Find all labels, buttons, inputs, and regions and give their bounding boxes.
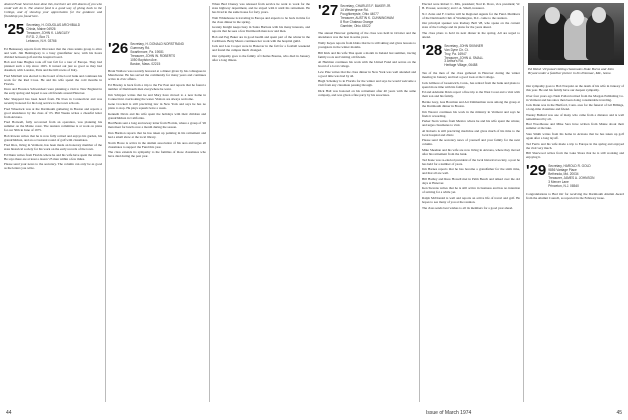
news-paragraph: Granny Knight keeps busy in Santa Barbara with his many interests, and reports that he sees a few Dartmouth men now and then. bbox=[212, 25, 310, 34]
news-paragraph: Ted Ferris and his wife made a trip to Europe in the spring and enjoyed the visit very much. bbox=[526, 141, 624, 150]
news-paragraph: Over four years ago Nash Pollard retired from the Morgan Publishing Co. in Vermont and has since then been doing considerable traveling. bbox=[526, 93, 624, 102]
news-paragraph: Ten of the men of the class gathered in Hanover during the winter meeting in January and had a good look at the College. bbox=[422, 71, 520, 80]
news-paragraph: Ed Dunn writes from Florida where he and his wife have spent the winter. He says there are at least a dozen '25 men within a few miles. bbox=[4, 152, 102, 161]
class-officers: Secretary, JOHN SKINNER Van Dyne Cir. Ct. Troy, Pa. 16947 Treasurer, JOHN A. SMALL 3 Arthur's Rd. Heritage Village, 06488 bbox=[444, 43, 484, 68]
news-paragraph: Bill Sherwood writes from the Lake Shore that he is still working and enjoying it. bbox=[526, 151, 624, 160]
news-paragraph: Fred Wheelock was at the Dartmouth gathering in Boston and reports a good attendance by the class of '25. Phil Weeks writes a cheerful letter from Arizona. bbox=[4, 106, 102, 119]
class-number: '27 bbox=[318, 2, 339, 19]
column-divider bbox=[105, 6, 106, 402]
news-paragraph: Dan Harmon reports that he has taken up painting in his retirement and had a small show at the local library. bbox=[108, 131, 206, 139]
class-number: '28 bbox=[422, 41, 443, 59]
right-column-1 bbox=[318, 2, 416, 402]
news-paragraph: Lew Pine writes that the class dinner in New York was well attended and a good time was had by all. bbox=[318, 69, 416, 78]
news-paragraph: Fred Bonwell, fully recovered from an operation, was planning his summer on the Maine coast. The reunion committee is at work on plans for our 50th in June of 1975. bbox=[4, 120, 102, 133]
right-page bbox=[314, 0, 628, 420]
news-paragraph: Bob Rowan writes that he is now fully retired and enjoys his garden, his grandchildren, and an occasional round of golf with classmates. bbox=[4, 133, 102, 142]
news-paragraph: Kenneth Davis and his wife spent the holidays with their children and grandchildren in California. bbox=[108, 111, 206, 120]
news-paragraph: Gene Crockett is still practicing law in New York and says he has no plans to stop. He plays squash twice a week. bbox=[108, 102, 206, 111]
page-number-left: 44 bbox=[6, 410, 12, 416]
news-paragraph: Fred Rice, living in Vermont, has been made an honorary member of the state historical society for his work on the early records of the town. bbox=[4, 143, 102, 152]
news-paragraph: Bill Kirk and his wife Tina spent a month in Ireland last summer, tracing family roots and visiting old friends. bbox=[318, 50, 416, 59]
news-paragraph: Bernie Grey, Gus Bowman and Art Zimmerman were among the group at the Dartmouth dinner in Boston. bbox=[422, 100, 520, 108]
news-paragraph: Ed and Adelaide Davis report a fine trip to the West Coast and a visit with their son and his family. bbox=[422, 90, 520, 99]
news-paragraph: Ed Hawley is back from a trip to the Far East and reports that he found a number of Dartmouth men everywhere he went. bbox=[108, 83, 206, 92]
issue-footer: Issue of March 1974 bbox=[426, 410, 472, 416]
intro-paragraph: Alumni Fund. Several have done this, but there are still dozens of you who could well do it. The alumni fund is a good way of giving back to the College, and of showing your appreciation for the guidance and friendship you found here. bbox=[4, 2, 102, 18]
news-paragraph: Jim Barnes reports that he has become a grandfather for the sixth time, and that all are well. bbox=[422, 167, 520, 176]
news-paragraph: Stan Smith writes from his home in Arizona that he has taken up golf again after a long layoff. bbox=[526, 131, 624, 140]
news-paragraph: Our sympathy goes to the family of Charles Bourne, who died in January after a long illness. bbox=[212, 53, 310, 62]
news-paragraph: Ed Hennessey reports from Worcester that the class tennis group is alive and well. Jim Hemingway is a busy grandfather now, with his hours divided between golf and the hospital board. bbox=[4, 46, 102, 59]
class-heading bbox=[4, 23, 102, 44]
news-paragraph: Mac Sheppard has been heard from. He lives in Connecticut and was recently honored for his long service to the town schools. bbox=[4, 96, 102, 105]
class-number: '26 bbox=[108, 40, 129, 57]
column-divider bbox=[523, 6, 524, 402]
news-paragraph: Ted Kane was re-elected president of the local historical society, a post he has held for a number of years. bbox=[422, 157, 520, 166]
news-paragraph: Brant Wallace was recently honored at a dinner given by his colleagues in Manchester. He has served the community for many years and continues active in civic affairs. bbox=[108, 69, 206, 82]
news-paragraph: Ken Stevens writes that he is still active in business and has no intention of retiring for a while yet. bbox=[422, 186, 520, 195]
news-paragraph: Bud Woodhouse and Mike Sara have written from Maine about their summer at the lake. bbox=[526, 122, 624, 131]
news-paragraph: Jim Schipper writes that he and Mary have moved to a new home in Connecticut overlooking the water. Visitors are always welcome. bbox=[108, 92, 206, 101]
news-paragraph: Dick Hall was honored on his retirement after 40 years with the same company, and was given a fine party by his associates. bbox=[318, 89, 416, 97]
photo-caption: Ed Walsh '29 posed visiting classmates Duke Burns and John Bryant under a familiar picture in his Potomac, Md., home. bbox=[528, 67, 614, 76]
news-paragraph: Bill Hadley and Russ Howell met in Palm Beach and talked over the old days at Hanover. bbox=[422, 176, 520, 185]
news-paragraph: Jack Gilmore of Greenwich, Conn., has retired from the bank and plans to spend more time with his family. bbox=[422, 80, 520, 89]
news-paragraph: Al Roberts is still practicing medicine and gives much of his time to the local hospital and clinic. bbox=[422, 128, 520, 137]
news-paragraph: The class plans to hold its next dinner in the spring. All are urged to attend. bbox=[422, 30, 520, 39]
news-paragraph: Norm Howe is active in the alumni association of his area and urges all classmates to support the Fund this year. bbox=[108, 140, 206, 149]
news-paragraph: Al Hartman continues his work with the United Fund and serves on the board of a local college. bbox=[318, 60, 416, 69]
news-paragraph: Bob and Peg Baker are in good health and spent part of the winter in the Caribbean. Betty Mears continues her work with the hospital guild. bbox=[212, 34, 310, 43]
news-paragraph: The class extends its sympathy to the families of those classmates who have died during the past year. bbox=[108, 150, 206, 159]
news-paragraph: Ralph McDonald is well and reports an active life of travel and golf. He hopes to see many of you at the reunion. bbox=[422, 195, 520, 204]
class-heading bbox=[422, 41, 520, 68]
class-officers: Secretary, H. DOUGLAS ARCHIBALD Chinia, Maine 04926 Treasurer, JOHN K. LANGLEY R.F.D. 2, Box 71 Lebanon, N.H. 03766 bbox=[26, 23, 81, 43]
news-paragraph: Fred Mitchell was elected to the board of the local bank and continues his work for the Red Cross. He and his wife spend the cold months in Florida. bbox=[4, 73, 102, 86]
class-officers: Secretary, H. DONALD NORSTRAND Guernsey Rd. Swarthmore, Pa. 19081 Treasurer, JOHN W. ROBERTS 1050 Boylston Ave. Boston, Mass. 02215 bbox=[130, 42, 184, 66]
news-paragraph: Jim Weaver continues his work in the ministry in Vermont and says he finds it rewarding. bbox=[422, 109, 520, 118]
news-paragraph: Walt Whitehouse is traveling in Europe and expects to be back in time for the class dinner in the spring. bbox=[212, 15, 310, 24]
photo-face bbox=[545, 7, 560, 24]
class-heading bbox=[108, 42, 206, 66]
news-paragraph: When Bud Cheney was released from service he went to work for the state highway department, and he stayed with it until his retirement. He has lived in the same house for forty years. bbox=[212, 2, 310, 14]
class-photo bbox=[528, 3, 624, 65]
class-number: '25 bbox=[4, 21, 25, 38]
class-heading bbox=[526, 164, 624, 188]
left-column-3 bbox=[212, 2, 310, 402]
news-paragraph: Jack Dunn was in the Hartford, Conn. area for the funeral of Gil Billings, a long-time classmate and friend. bbox=[526, 103, 624, 112]
news-paragraph: Our sympathy goes to Bob Norquist on the death of his wife in January of this year. He and his family have our deepest sympathy. bbox=[526, 84, 624, 92]
news-paragraph: Wesley Bullard was one of many who came from a distance and is well remembered by all. bbox=[526, 112, 624, 121]
class-number: '29 bbox=[526, 162, 547, 180]
news-paragraph: The annual Hanover gathering of the class was held in October and the attendance was the best in some years. bbox=[318, 31, 416, 40]
left-column-2 bbox=[108, 2, 206, 402]
right-column-2 bbox=[422, 2, 520, 402]
news-paragraph: Mike Sheehan and his wife are now living in Arizona, where they moved after his retirement from the bank. bbox=[422, 147, 520, 156]
news-paragraph: Please send your news to the secretary. The column can only be as good as the letters you write. bbox=[4, 162, 102, 171]
column-divider bbox=[419, 6, 420, 402]
news-paragraph: Elected were Robert C. Mix, president; Ned R. Dove, vice president; W. B. Prosser, secretary; and J. A. Small, treasurer. bbox=[422, 2, 520, 10]
news-paragraph: Wally Keyes reports from Idaho that he is still skiing and gives lessons to youngsters in the winter months. bbox=[318, 41, 416, 50]
news-paragraph: Our principal speaker was Rodney Bell '28, who spoke on the current state of the College and its plans for the years ahead. bbox=[422, 21, 520, 30]
page-number-right: 45 bbox=[616, 410, 622, 416]
news-paragraph: N.J. Zeiss and F. Curtiss will be Regional Agents for the Fund. Members of the Dartmouth Club of Washington, D.C. came to the reunion. bbox=[422, 11, 520, 20]
news-paragraph: Parker Stern writes from Mexico where he and his wife spent the winter, and urges classmates to visit. bbox=[422, 119, 520, 128]
news-paragraph: Hugh Schenley is in Florida for the winter and says he would welcome a visit from any classmate passing through. bbox=[318, 79, 416, 88]
news-paragraph: The class sends best wishes to all its members for a good year ahead. bbox=[422, 205, 514, 210]
class-officers: Secretary, HAROLD R. GOLD 9856 Vantage Place Bethesda, Md. 20034 Treasurer, JAMES A. JOHNSON 3 Mercer Lane Princeton, N.J. 08540 bbox=[548, 164, 595, 188]
right-column-3 bbox=[526, 84, 624, 400]
news-paragraph: Congratulations to Bud Orr for receiving the Dartmouth Alumni Award from the Alumni Council, as reported in the February issue. bbox=[526, 191, 624, 200]
column-divider bbox=[209, 6, 210, 402]
news-paragraph: Please send the secretary news of yourself and your family for the next column. bbox=[422, 138, 520, 147]
photo-face bbox=[592, 7, 606, 23]
news-paragraph: Bob and Jake Hughes took off last fall for a tour of Europe. They had planned such a trip since 1925. It turned out just as good as they had dreamed, with London, Paris and the hill towns of Italy. bbox=[4, 60, 102, 73]
left-column-1 bbox=[4, 2, 102, 402]
news-paragraph: Bud Beals sent a long and newsy letter from Florida, where a group of '26 men meet for lunch once a month during the season. bbox=[108, 121, 206, 130]
class-heading bbox=[318, 4, 416, 28]
photo-face bbox=[570, 10, 584, 26]
news-paragraph: Jack and Lou Cooper were in Hanover in the fall for a football weekend and found the campus much changed. bbox=[212, 44, 310, 53]
news-paragraph: Dave and Florence Schweickert were planning a visit to New England in the early spring and hoped to see old friends around Hanover. bbox=[4, 87, 102, 96]
class-officers: Secretary, CHARLES F. BAKER JR. 14 Westergrove Rd. Poughkeepsie, Ohio 44077 Treasurer, AUSTIN K. CUNNINGHAM 8 Rue Chateau Orange Gambier, Ohio 43022 bbox=[340, 4, 394, 28]
